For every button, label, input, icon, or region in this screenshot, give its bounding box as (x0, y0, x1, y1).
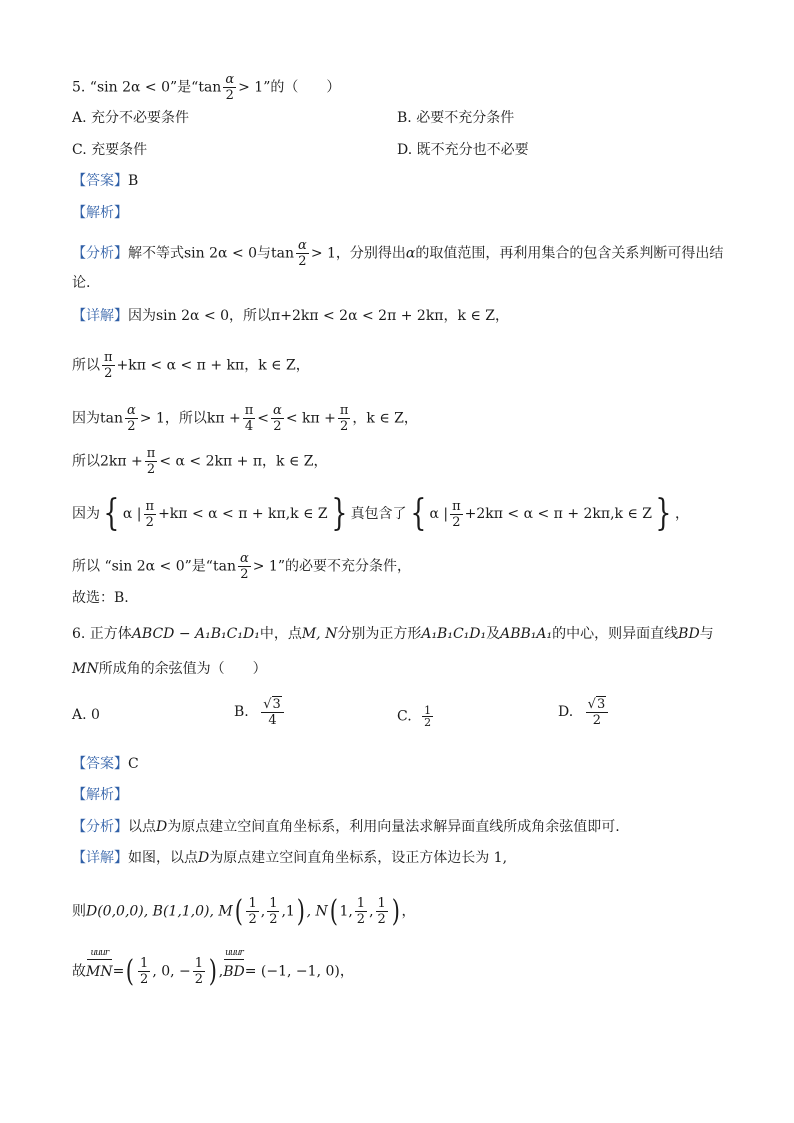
frac-num: α (298, 238, 307, 253)
math: M, N (301, 626, 338, 642)
q5-option-d: D. 既不充分也不必要 (397, 142, 529, 158)
math: tan (212, 558, 236, 575)
fraction (102, 350, 115, 381)
vector-mn (86, 947, 113, 982)
text: 所以 “ (72, 558, 112, 575)
text: 的取值范围，再利用集合的包含关系判断可得出结 (415, 245, 724, 262)
text: ， (313, 453, 328, 470)
text: 为原点建立空间直角坐标系，设正方体边长为 1, (209, 850, 508, 866)
left-paren: ( (126, 953, 135, 989)
frac-den: 2 (194, 972, 204, 987)
text: ，分别得出 (335, 245, 406, 262)
frac-num: 1 (194, 956, 204, 971)
analysis-tag: 【解析】 (72, 787, 128, 803)
math: MN (86, 963, 113, 980)
math: < α < 2kπ + π (159, 453, 263, 470)
fraction (125, 403, 138, 434)
fraction (193, 956, 205, 987)
q5-conclusion: 故选：B. (72, 590, 129, 606)
text: ， (244, 357, 259, 374)
frac-num: π (452, 498, 461, 514)
math: +2kπ < α < π + 2kπ,k ∈ Z (464, 506, 653, 522)
math: ,1 (281, 903, 295, 920)
frac-den: 2 (127, 419, 136, 434)
text: ， (401, 903, 416, 920)
frac-den: 2 (273, 419, 282, 434)
math: α (405, 245, 416, 262)
q5-option-a: A. 充分不必要条件 (72, 110, 190, 126)
q6-option-d (558, 696, 610, 728)
fraction (243, 403, 256, 434)
fenxi-tag: 【分析】 (72, 819, 128, 835)
frac-num: α (239, 551, 249, 566)
text: ， (295, 357, 310, 374)
math: sin 2α < 0 (156, 308, 230, 324)
q6-option-a: A. 0 (72, 707, 100, 723)
frac-num: 1 (356, 896, 366, 911)
fraction (296, 238, 309, 269)
frac-num: 1 (269, 896, 278, 911)
answer-tag: 【答案】 (72, 173, 128, 189)
math: α | (122, 506, 142, 522)
text: ”是“ (184, 558, 213, 575)
math: α | (429, 506, 449, 522)
math: , (369, 903, 374, 920)
text: 所以 (72, 453, 100, 470)
fraction (144, 499, 157, 530)
radicand: 3 (596, 697, 606, 712)
vector-mark: uuur (90, 947, 109, 958)
option-letter: B. (234, 704, 249, 720)
q5-alpha-half (223, 72, 236, 103)
frac-num: 1 (140, 956, 149, 971)
frac-num: π (104, 350, 113, 365)
text: ， (674, 506, 689, 522)
q5-detail-2 (72, 350, 310, 381)
math: , N (306, 903, 328, 920)
text: 因为 (128, 308, 156, 324)
frac-num: 1 (248, 896, 257, 911)
text: 及 (486, 626, 501, 642)
fraction (586, 696, 609, 728)
left-paren: ( (234, 893, 243, 929)
fraction (246, 896, 258, 927)
text: 如图，以点 (128, 850, 198, 866)
q5-option-b: B. 必要不充分条件 (397, 110, 515, 126)
math: < kπ + (285, 410, 336, 427)
frac-den: 2 (145, 514, 154, 530)
math: sin 2α < 0 (111, 558, 185, 575)
text: ， (352, 410, 367, 427)
math: k ∈ Z (258, 357, 296, 374)
q5-analysis-heading (72, 203, 128, 223)
fraction (450, 499, 463, 530)
q5-detail-5 (72, 493, 689, 534)
text: 因为 (72, 506, 100, 522)
frac-den: 2 (452, 514, 461, 530)
q5-stem (72, 72, 340, 103)
fraction (271, 403, 284, 434)
fraction (261, 696, 284, 728)
frac-num: 1 (424, 704, 432, 717)
frac-den: 2 (356, 912, 366, 927)
q6-option-b (234, 696, 286, 728)
math: +kπ < α < π + kπ (116, 357, 245, 374)
q6-fenxi (72, 817, 620, 837)
fraction (238, 551, 251, 582)
right-paren: ) (208, 953, 218, 989)
q5-fenxi-tail: 论. (72, 275, 91, 291)
math: k ∈ Z (457, 308, 495, 324)
math: 1, (339, 903, 353, 920)
fraction (145, 446, 158, 477)
answer-value: B (128, 173, 139, 189)
math: , (260, 903, 266, 920)
right-paren: ) (296, 893, 305, 929)
frac-num: π (145, 498, 155, 514)
vector-bd (223, 947, 245, 982)
text: ，所以 (164, 410, 207, 427)
analysis-tag: 【解析】 (72, 205, 128, 221)
q5-detail-4 (72, 446, 328, 477)
frac-num: √3 (261, 696, 284, 713)
q6-option-c (397, 705, 435, 728)
math: , (218, 963, 224, 980)
math: 2kπ + (100, 453, 143, 470)
math: A₁B₁C₁D₁ (421, 626, 487, 642)
text: 的中心，则异面直线 (552, 626, 679, 642)
radicand: 3 (272, 697, 281, 712)
q5-detail-1 (72, 306, 509, 326)
frac-num: π (146, 446, 156, 461)
frac-num: α (127, 403, 136, 418)
text: 解不等式 (128, 245, 184, 262)
math: D (156, 819, 168, 835)
answer-value: C (128, 756, 139, 772)
q5-stem-text: ”是“ (170, 79, 199, 96)
math: +kπ < α < π + kπ,k ∈ Z (158, 506, 328, 522)
text: ”的必要不充分条件， (277, 558, 412, 575)
frac-num: π (339, 403, 349, 418)
q6-stem-number: 6. 正方体 (72, 626, 132, 642)
math: D (198, 850, 210, 866)
math: tan (271, 245, 295, 262)
text: 分别为正方形 (337, 626, 422, 642)
q6-detail-1 (72, 848, 507, 868)
q6-stem-2 (72, 659, 267, 679)
text: 以点 (128, 819, 156, 835)
math: sin 2α < 0 (184, 245, 258, 262)
xiangjie-tag: 【详解】 (72, 308, 128, 324)
q5-fenxi (72, 238, 723, 269)
frac-num: π (244, 403, 254, 418)
frac-den: 2 (424, 716, 432, 729)
q6-answer (72, 754, 139, 774)
text: 中，点 (259, 626, 302, 642)
math: D(0,0,0), B(1,1,0), M (86, 903, 233, 920)
text: 所以 (72, 357, 100, 374)
left-paren: ( (329, 893, 338, 929)
math: = (−1, −1, 0) (244, 963, 340, 980)
q5-answer (72, 171, 138, 191)
math: MN (72, 661, 99, 677)
text: 与 (699, 626, 714, 642)
math: > 1 (310, 245, 336, 262)
q5-detail-6 (72, 551, 411, 582)
frac-den: 2 (140, 972, 149, 987)
right-brace: } (331, 493, 348, 534)
right-paren: ) (391, 893, 400, 929)
frac-num: √3 (586, 696, 609, 713)
vector-mark: uuur (225, 947, 243, 958)
fraction (422, 705, 433, 728)
math: π+2kπ < 2α < 2π + 2kπ (271, 308, 444, 324)
text: 则 (72, 903, 86, 920)
fraction (355, 896, 367, 927)
frac-den: 2 (269, 912, 278, 927)
frac-den: 2 (240, 567, 249, 582)
math: = (112, 963, 125, 980)
left-brace: { (409, 493, 427, 534)
fraction (138, 956, 150, 987)
math: BD (678, 626, 700, 642)
text: ， (443, 308, 458, 324)
math: , 0, − (152, 963, 191, 980)
left-brace: { (103, 493, 120, 534)
text: 所成角的余弦值为（ ） (98, 661, 267, 677)
q6-detail-3 (72, 947, 354, 989)
xiangjie-tag: 【详解】 (72, 850, 128, 866)
q5-detail-3 (72, 403, 418, 434)
frac-den: 2 (225, 88, 234, 103)
math: ABCD − A₁B₁C₁D₁ (131, 626, 260, 642)
frac-den: 2 (104, 366, 113, 381)
math: ABB₁A₁ (500, 626, 553, 642)
fraction (376, 896, 388, 927)
math: > 1 (252, 558, 278, 575)
math: kπ + (206, 410, 241, 427)
text: 为原点建立空间直角坐标系，利用向量法求解异面直线所成角余弦值即可. (167, 819, 620, 835)
text: 与 (257, 245, 272, 262)
frac-den: 2 (146, 462, 156, 477)
frac-den: 2 (339, 419, 349, 434)
text: ， (262, 453, 277, 470)
frac-den: 2 (377, 912, 386, 927)
q5-tan: tan (198, 79, 222, 96)
math: > 1 (139, 410, 165, 427)
q5-option-c: C. 充要条件 (72, 142, 148, 158)
q6-analysis-heading (72, 785, 128, 805)
text: ， (495, 308, 509, 324)
math: < (257, 410, 270, 427)
fraction (338, 403, 351, 434)
math: tan (100, 410, 123, 427)
right-brace: } (655, 493, 672, 534)
frac-den: 4 (268, 713, 277, 728)
math: k ∈ Z (276, 453, 314, 470)
option-letter: C. (397, 708, 412, 725)
q6-stem-1 (72, 624, 714, 644)
text: ， (403, 410, 418, 427)
frac-den: 4 (244, 419, 254, 434)
frac-den: 2 (298, 254, 307, 269)
q5-sin-expr: sin 2α < 0 (96, 79, 170, 96)
fraction (267, 896, 279, 927)
text: ，所以 (229, 308, 272, 324)
answer-tag: 【答案】 (72, 756, 128, 772)
text: 故 (72, 963, 86, 980)
frac-den: 2 (592, 713, 602, 728)
q5-stem-number: 5. “ (72, 79, 97, 96)
text: 因为 (72, 410, 100, 427)
text: ， (339, 963, 354, 980)
q5-gt-one: > 1 (238, 79, 264, 96)
text: 真包含了 (350, 506, 407, 522)
option-letter: D. (558, 704, 574, 720)
math: k ∈ Z (366, 410, 404, 427)
fenxi-tag: 【分析】 (72, 245, 128, 262)
q5-stem-tail: ”的（ ） (263, 79, 341, 96)
frac-num: 1 (377, 896, 386, 911)
frac-num: α (225, 72, 235, 87)
q6-detail-2 (72, 893, 416, 929)
frac-den: 2 (248, 912, 257, 927)
frac-num: α (273, 403, 282, 418)
math: BD (223, 963, 245, 980)
